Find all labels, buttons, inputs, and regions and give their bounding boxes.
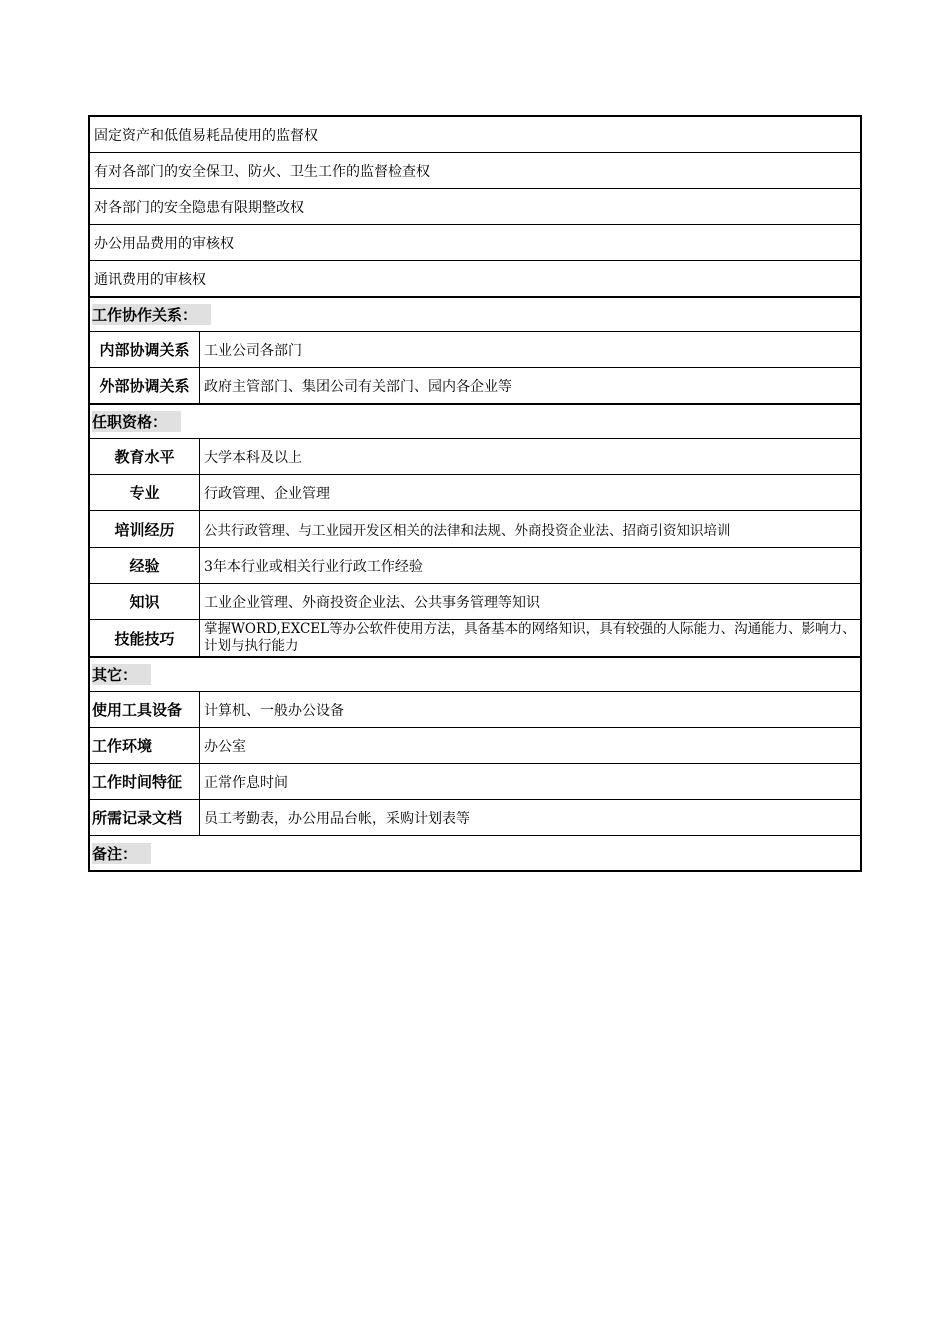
section-title: 其它：	[92, 664, 151, 685]
qualification-row	[90, 510, 860, 547]
row-label: 内部协调关系	[90, 332, 200, 367]
row-value: 政府主管部门、集团公司有关部门、园内各企业等	[204, 378, 512, 395]
row-value: 3年本行业或相关行业行政工作经验	[204, 558, 423, 575]
section-title: 任职资格：	[92, 411, 181, 432]
other-row	[90, 763, 860, 799]
job-description-table	[88, 115, 862, 872]
qualifications-section-header	[90, 403, 860, 438]
qualification-row	[90, 547, 860, 583]
other-row	[90, 691, 860, 727]
row-label: 专业	[90, 475, 200, 510]
row-value: 大学本科及以上	[204, 449, 302, 466]
authority-row	[90, 117, 860, 152]
row-label: 经验	[90, 548, 200, 583]
other-row	[90, 799, 860, 835]
cooperation-row	[90, 331, 860, 367]
row-label: 教育水平	[90, 439, 200, 474]
row-value: 计算机、一般办公设备	[204, 702, 344, 719]
other-section-header	[90, 656, 860, 691]
remarks-section-header	[90, 835, 860, 870]
section-title: 工作协作关系：	[92, 304, 211, 325]
cooperation-section-header	[90, 296, 860, 331]
row-label: 所需记录文档	[90, 800, 200, 835]
section-title: 备注：	[92, 843, 151, 864]
authority-item: 通讯费用的审核权	[94, 271, 206, 288]
qualification-row	[90, 583, 860, 619]
qualification-row	[90, 474, 860, 510]
authority-row	[90, 224, 860, 260]
row-label: 工作环境	[90, 728, 200, 763]
row-value: 办公室	[204, 738, 246, 755]
authority-item: 固定资产和低值易耗品使用的监督权	[94, 127, 318, 144]
authority-row	[90, 260, 860, 296]
row-label: 外部协调关系	[90, 368, 200, 403]
row-label: 使用工具设备	[90, 692, 200, 727]
qualification-row	[90, 438, 860, 474]
other-row	[90, 727, 860, 763]
row-value: 正常作息时间	[204, 774, 288, 791]
row-value: 工业公司各部门	[204, 342, 302, 359]
authority-item: 办公用品费用的审核权	[94, 235, 234, 252]
row-label: 知识	[90, 584, 200, 619]
authority-row	[90, 188, 860, 224]
row-label: 工作时间特征	[90, 764, 200, 799]
qualification-row	[90, 619, 860, 656]
row-label: 培训经历	[90, 511, 200, 547]
row-value: 工业企业管理、外商投资企业法、公共事务管理等知识	[204, 594, 540, 611]
row-value: 行政管理、企业管理	[204, 485, 330, 502]
row-value: 公共行政管理、与工业园开发区相关的法律和法规、外商投资企业法、招商引资知识培训	[204, 523, 731, 539]
authority-item: 有对各部门的安全保卫、防火、卫生工作的监督检查权	[94, 163, 430, 180]
authority-row	[90, 152, 860, 188]
row-value: 员工考勤表，办公用品台帐，采购计划表等	[204, 810, 470, 827]
cooperation-row	[90, 367, 860, 403]
authority-item: 对各部门的安全隐患有限期整改权	[94, 199, 304, 216]
row-value: 掌握WORD,EXCEL等办公软件使用方法，具备基本的网络知识，具有较强的人际能力、沟通能力、影响力、计划与执行能力	[204, 621, 856, 654]
row-label: 技能技巧	[90, 620, 200, 656]
